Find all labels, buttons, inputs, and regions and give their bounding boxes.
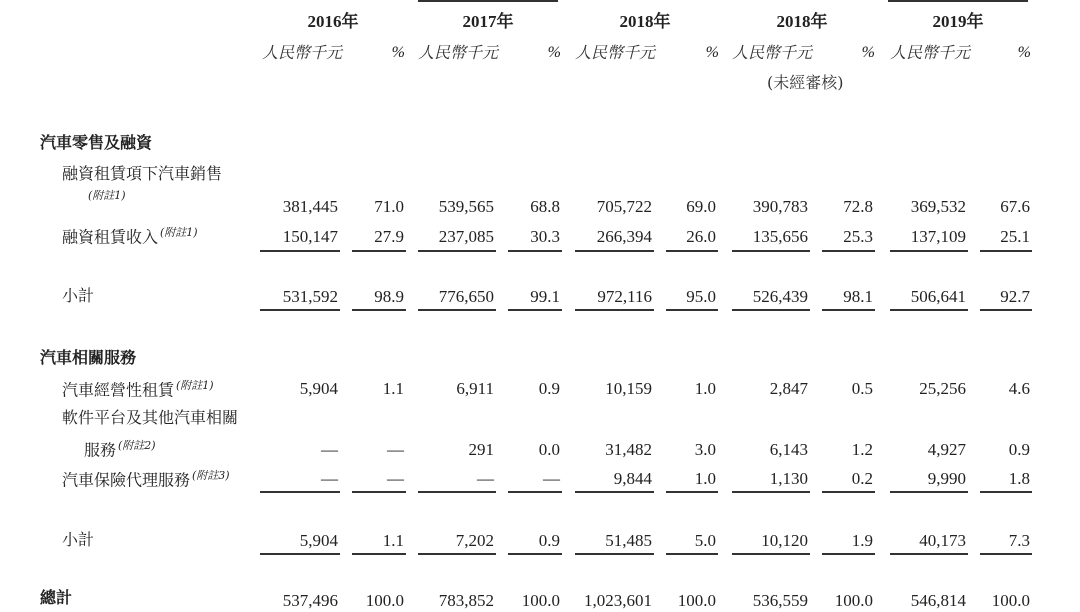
amount-cell: 51,485 — [605, 531, 652, 550]
table-row — [0, 198, 1080, 218]
percent-cell: 99.1 — [530, 287, 560, 306]
row-label-text: 服務 — [84, 440, 117, 460]
percent-cell: 27.9 — [374, 227, 404, 246]
percent-label: % — [391, 44, 405, 61]
cell-underline — [352, 309, 406, 311]
cell-underline — [575, 553, 654, 555]
amount-cell: — — [477, 469, 494, 488]
percent-cell: 0.9 — [538, 531, 560, 550]
amount-cell: 135,656 — [752, 227, 808, 246]
header-rule — [888, 0, 1028, 2]
cell-underline — [732, 553, 810, 555]
percent-cell: 5.0 — [694, 531, 716, 550]
percent-cell: 68.8 — [530, 197, 560, 216]
amount-cell: 137,109 — [910, 227, 966, 246]
subtotal-label: 小計 — [62, 286, 95, 305]
cell-underline — [418, 553, 496, 555]
amount-cell: 5,904 — [299, 531, 338, 550]
amount-cell: 526,439 — [752, 287, 808, 306]
amount-cell: 9,990 — [927, 469, 966, 488]
cell-underline — [418, 250, 496, 252]
currency-label: 人民幣千元 — [890, 43, 971, 62]
year-header-1: 2016年 — [307, 12, 359, 31]
table-row — [0, 380, 1080, 400]
cell-underline — [822, 553, 875, 555]
amount-cell: 536,559 — [752, 591, 808, 610]
percent-cell: 7.3 — [1008, 531, 1030, 550]
percent-cell: 72.8 — [843, 197, 873, 216]
subtotal-label: 小計 — [62, 530, 95, 549]
percent-label: % — [547, 44, 561, 61]
percent-cell: — — [387, 469, 404, 488]
percent-cell: 1.1 — [382, 531, 404, 550]
section-title: 汽車相關服務 — [40, 348, 137, 367]
amount-cell: 776,650 — [438, 287, 494, 306]
percent-cell: 92.7 — [1000, 287, 1030, 306]
underline-row — [0, 309, 1080, 311]
table-row — [0, 532, 1080, 552]
unaudited-label: (未經審核) — [767, 73, 844, 92]
table-row — [0, 470, 1080, 490]
percent-cell: 100.0 — [365, 591, 404, 610]
amount-cell: 150,147 — [282, 227, 338, 246]
percent-cell: 98.1 — [843, 287, 873, 306]
percent-cell: — — [543, 469, 560, 488]
amount-cell: 1,130 — [769, 469, 808, 488]
section-title: 汽車零售及融資 — [40, 133, 153, 152]
cell-underline — [732, 250, 810, 252]
percent-cell: 4.6 — [1008, 379, 1030, 398]
percent-cell: 95.0 — [686, 287, 716, 306]
percent-cell: — — [387, 440, 404, 459]
amount-cell: 7,202 — [455, 531, 494, 550]
cell-underline — [260, 553, 340, 555]
amount-cell: 4,927 — [927, 440, 966, 459]
cell-underline — [890, 491, 968, 493]
cell-underline — [666, 250, 718, 252]
amount-cell: 10,159 — [605, 379, 652, 398]
table-row — [0, 588, 1080, 612]
row-label-text: 汽車保險代理服務 — [62, 470, 191, 490]
amount-cell: 2,847 — [769, 379, 808, 398]
cell-underline — [980, 250, 1032, 252]
cell-underline — [666, 553, 718, 555]
amount-cell: 537,496 — [282, 591, 338, 610]
row-label-text: 融資租賃收入 — [62, 227, 159, 247]
amount-cell: 31,482 — [605, 440, 652, 459]
amount-cell: 40,173 — [919, 531, 966, 550]
percent-cell: 0.2 — [851, 469, 873, 488]
amount-cell: 237,085 — [438, 227, 494, 246]
percent-cell: 0.9 — [1008, 440, 1030, 459]
year-header-3: 2018年 — [619, 12, 671, 31]
amount-cell: 531,592 — [282, 287, 338, 306]
amount-cell: 6,911 — [456, 379, 494, 398]
total-label: 總計 — [40, 588, 73, 607]
amount-cell: — — [321, 440, 338, 459]
cell-underline — [666, 309, 718, 311]
amount-cell: 381,445 — [282, 197, 338, 216]
cell-underline — [575, 250, 654, 252]
percent-cell: 71.0 — [374, 197, 404, 216]
footnote-ref: (附註1) — [176, 379, 214, 392]
percent-cell: 26.0 — [686, 227, 716, 246]
row-label: 融資租賃項下汽車銷售 — [62, 164, 223, 183]
percent-label: % — [705, 44, 719, 61]
percent-cell: 1.2 — [851, 440, 873, 459]
percent-cell: 1.1 — [382, 379, 404, 398]
year-header-4: 2018年 — [776, 12, 828, 31]
percent-cell: 1.8 — [1008, 469, 1030, 488]
amount-cell: 783,852 — [438, 591, 494, 610]
footnote-ref: (附註3) — [192, 469, 230, 482]
cell-underline — [732, 491, 810, 493]
footnote-ref: (附註1) — [88, 189, 126, 202]
cell-underline — [418, 309, 496, 311]
underline-row — [0, 491, 1080, 493]
currency-label: 人民幣千元 — [262, 43, 343, 62]
row-label-text: 汽車經營性租賃 — [62, 380, 175, 400]
cell-underline — [260, 491, 340, 493]
cell-underline — [260, 309, 340, 311]
percent-cell: 0.5 — [851, 379, 873, 398]
year-header-5: 2019年 — [932, 12, 984, 31]
footnote-ref: (附註2) — [118, 439, 156, 452]
amount-cell: 9,844 — [613, 469, 652, 488]
percent-cell: 30.3 — [530, 227, 560, 246]
amount-cell: 546,814 — [910, 591, 966, 610]
currency-label: 人民幣千元 — [732, 43, 813, 62]
amount-cell: 6,143 — [769, 440, 808, 459]
cell-underline — [890, 309, 968, 311]
cell-underline — [418, 491, 496, 493]
amount-cell: 506,641 — [910, 287, 966, 306]
percent-label: % — [861, 44, 875, 61]
percent-cell: 25.1 — [1000, 227, 1030, 246]
percent-cell: 100.0 — [991, 591, 1030, 610]
percent-cell: 69.0 — [686, 197, 716, 216]
currency-label: 人民幣千元 — [418, 43, 499, 62]
cell-underline — [666, 491, 718, 493]
row-label: 軟件平台及其他汽車相關 — [62, 408, 239, 427]
cell-underline — [508, 553, 562, 555]
table-row — [0, 441, 1080, 461]
cell-underline — [508, 309, 562, 311]
amount-cell: 25,256 — [919, 379, 966, 398]
underline-row — [0, 250, 1080, 252]
amount-cell: 539,565 — [438, 197, 494, 216]
amount-cell: 705,722 — [596, 197, 652, 216]
amount-cell: 291 — [468, 440, 494, 459]
amount-cell: 266,394 — [596, 227, 652, 246]
cell-underline — [352, 553, 406, 555]
cell-underline — [732, 309, 810, 311]
percent-cell: 3.0 — [694, 440, 716, 459]
cell-underline — [890, 250, 968, 252]
underline-row — [0, 553, 1080, 555]
amount-cell: 972,116 — [597, 287, 652, 306]
amount-cell: 1,023,601 — [584, 591, 652, 610]
percent-cell: 100.0 — [834, 591, 873, 610]
cell-underline — [822, 250, 875, 252]
footnote-ref: (附註1) — [160, 226, 198, 239]
amount-cell: 390,783 — [752, 197, 808, 216]
percent-label: % — [1017, 44, 1031, 61]
year-header-2: 2017年 — [462, 12, 514, 31]
percent-cell: 1.9 — [851, 531, 873, 550]
amount-cell: 10,120 — [761, 531, 808, 550]
cell-underline — [890, 553, 968, 555]
table-row — [0, 228, 1080, 248]
amount-cell: 369,532 — [910, 197, 966, 216]
cell-underline — [822, 309, 875, 311]
percent-cell: 0.0 — [538, 440, 560, 459]
cell-underline — [822, 491, 875, 493]
percent-cell: 1.0 — [694, 469, 716, 488]
cell-underline — [575, 491, 654, 493]
cell-underline — [980, 553, 1032, 555]
cell-underline — [508, 491, 562, 493]
header-rule — [418, 0, 558, 2]
percent-cell: 67.6 — [1000, 197, 1030, 216]
cell-underline — [260, 250, 340, 252]
cell-underline — [352, 491, 406, 493]
cell-underline — [980, 309, 1032, 311]
cell-underline — [508, 250, 562, 252]
cell-underline — [352, 250, 406, 252]
percent-cell: 100.0 — [677, 591, 716, 610]
cell-underline — [575, 309, 654, 311]
amount-cell: — — [321, 469, 338, 488]
currency-label: 人民幣千元 — [575, 43, 656, 62]
amount-cell: 5,904 — [299, 379, 338, 398]
table-row — [0, 288, 1080, 308]
percent-cell: 25.3 — [843, 227, 873, 246]
percent-cell: 98.9 — [374, 287, 404, 306]
percent-cell: 100.0 — [521, 591, 560, 610]
cell-underline — [980, 491, 1032, 493]
percent-cell: 1.0 — [694, 379, 716, 398]
percent-cell: 0.9 — [538, 379, 560, 398]
